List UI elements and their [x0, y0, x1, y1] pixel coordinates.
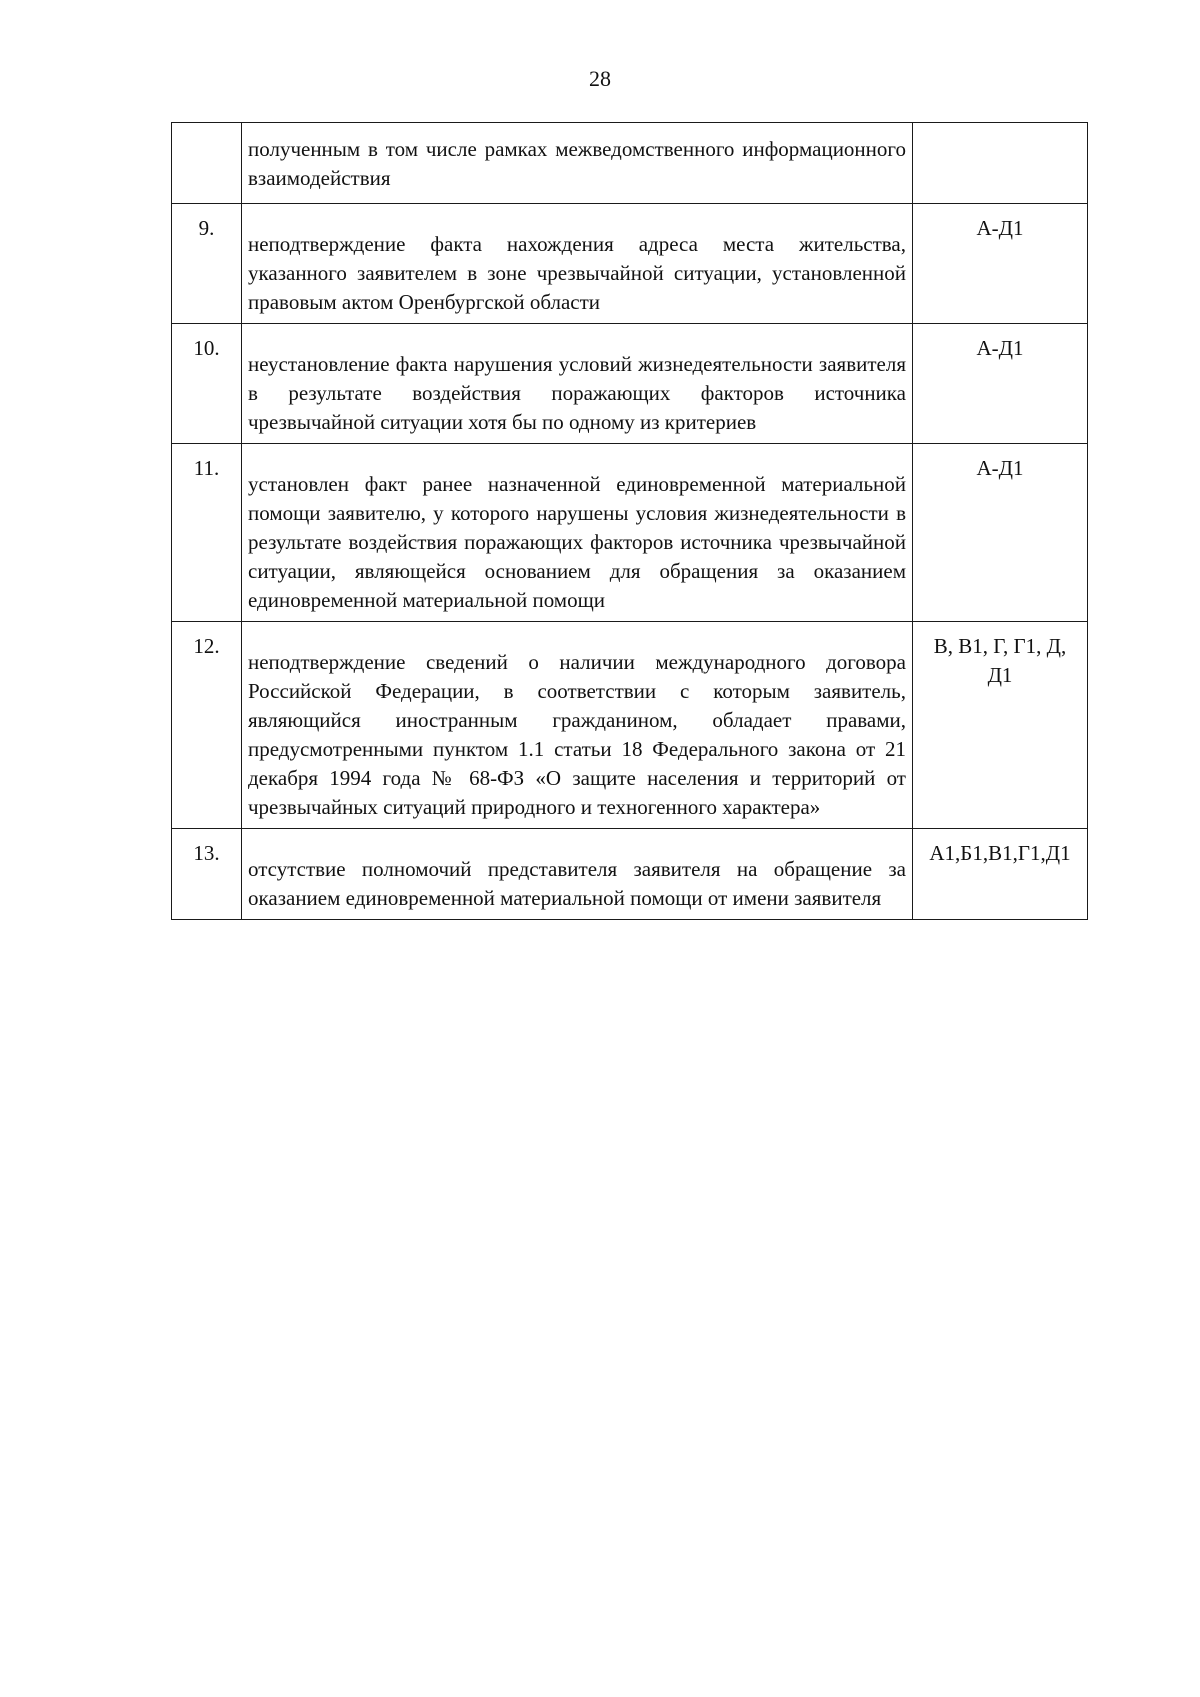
row-number: 10. [172, 324, 242, 444]
grounds-for-refusal-table [171, 122, 1088, 920]
table-row [172, 444, 1088, 622]
page-number: 28 [589, 66, 611, 91]
row-number [172, 123, 242, 204]
row-code: В, В1, Г, Г1, Д, Д1 [913, 622, 1088, 829]
row-text: отсутствие полномочий представителя заявителя на обращение за оказанием единовременной материальной помощи от имени заявителя [242, 829, 913, 920]
row-code: А1,Б1,В1,Г1,Д1 [913, 829, 1088, 920]
row-code: А-Д1 [913, 204, 1088, 324]
table-row [172, 123, 1088, 204]
row-number: 11. [172, 444, 242, 622]
row-code [913, 123, 1088, 204]
row-text: установлен факт ранее назначенной единовременной материальной помощи заявителю, у которого нарушены условия жизнедеятельности в результате воздействия поражающих факторов источника чрезвычайной ситуации, являющейся основанием для обращения за оказанием единовременной материальной помощи [242, 444, 913, 622]
row-text: полученным в том числе рамках межведомственного информационного взаимодействия [242, 123, 913, 204]
row-number: 12. [172, 622, 242, 829]
row-number: 9. [172, 204, 242, 324]
table-row [172, 622, 1088, 829]
row-text: неподтверждение факта нахождения адреса места жительства, указанного заявителем в зоне чрезвычайной ситуации, установленной правовым актом Оренбургской области [242, 204, 913, 324]
row-text: неподтверждение сведений о наличии международного договора Российской Федерации, в соответствии с которым заявитель, являющийся иностранным гражданином, обладает правами, предусмотренными пунктом 1.1 статьи 18 Федерального закона от 21 декабря 1994 года № 68-ФЗ «О защите населения и территорий от чрезвычайных ситуаций природного и техногенного характера» [242, 622, 913, 829]
table-row [172, 324, 1088, 444]
row-number: 13. [172, 829, 242, 920]
table-row [172, 829, 1088, 920]
row-code: А-Д1 [913, 444, 1088, 622]
row-code: А-Д1 [913, 324, 1088, 444]
row-text: неустановление факта нарушения условий жизнедеятельности заявителя в результате воздействия поражающих факторов источника чрезвычайной ситуации хотя бы по одному из критериев [242, 324, 913, 444]
table-row [172, 204, 1088, 324]
